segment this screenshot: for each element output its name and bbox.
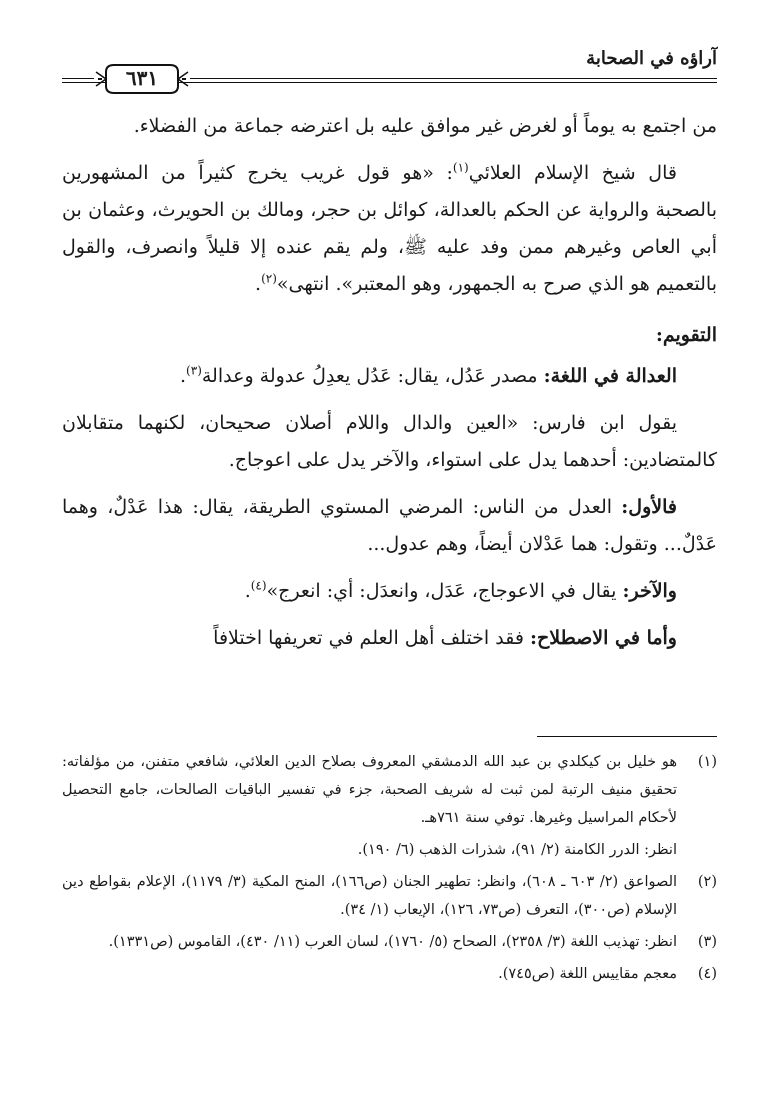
footnote [62,928,717,956]
text-span: قال شيخ الإسلام العلائي [468,162,677,184]
paragraph [62,489,717,563]
term: العدالة في اللغة: [543,365,677,387]
footnote [62,748,717,864]
footnote-number: (٢) [697,874,717,890]
paragraph [62,620,717,657]
footnote-separator [537,736,717,737]
main-text [62,108,717,667]
paragraph: يقول ابن فارس: «العين والدال واللام أصلان صحيحان، لكنهما متقابلان كالمتضادين: أحدهما يدل على استواء، والآخر يدل على اعوجاج. [62,412,717,471]
paragraph: العدالة في اللغة: مصدر عَدُل، يقال: عَدُل يعدِلُ عدولة وعدالة$^{(٣)}$. [180,363,677,387]
term: فالأول: [621,496,677,518]
text-span: العدل من الناس: المرضي المستوي الطريقة، يقال: هذا عَدْلٌ، وهما عَدْلٌ... وتقول: هما عَدْلان أيضاً، وهم عدول... [62,496,717,555]
footnote-number: (٤) [697,966,717,982]
footnote-number: (٣) [697,934,717,950]
page-number-frame [94,62,190,96]
text-span: مصدر عَدُل، يقال: عَدُل يعدِلُ عدولة وعدالة [201,365,544,387]
section-heading: التقويم: [655,324,717,346]
footnote [62,960,717,988]
text-span: يقال في الاعوجاج، عَدَل، وانعدَل: أي: انعرج» [266,580,623,602]
footnote-ref: (٤) [250,578,267,593]
paragraph: قال شيخ الإسلام العلائي$^{(١)}$: «هو قول غريب يخرج كثيراً من المشهورين بالصحبة والرواية عن الحكم بالعدالة، كوائل بن حجر، ومالك بن الحويرث، وعثمان بن أبي العاص وغيرهم ممن وفد عليه ﷺ، ولم يقم عنده إلا قليلاً وانصرف، والقول بالتعميم هو الذي صرح به الجمهور، وهو المعتبر». انتهى»$^{(٢)}$. [62,160,717,295]
term: والآخر: [622,580,677,602]
footnotes [62,748,717,992]
footnote-text: هو خليل بن كيكلدي بن عبد الله الدمشقي المعروف بصلاح الدين العلائي، شافعي متفنن، من مؤلفاته: تحقيق منيف الرتبة لمن ثبت له شريف الصحبة، جزء في تفسير الباقيات الصالحات، جامع التحصيل لأحكام المراسيل وغيرها. توفي سنة ٧٦١هـ. [62,754,677,826]
term: وأما في الاصطلاح: [529,627,677,649]
footnote [62,868,717,924]
footnote-ref: (٣) [186,363,202,378]
footnote-text: انظر: تهذيب اللغة (٣/ ٢٣٥٨)، الصحاح (٥/ ١٧٦٠)، لسان العرب (١١/ ٤٣٠)، القاموس (ص١٣٣١). [108,934,677,950]
text-span: فقد اختلف أهل العلم في تعريفها اختلافاً [213,627,530,649]
footnote-text: الصواعق (٢/ ٦٠٣ ـ ٦٠٨)، وانظر: تطهير الجنان (ص١٦٦)، المنح المكية (٣/ ١١٧٩)، الإعلام بقواطع دين الإسلام (ص٣٠٠)، التعرف (ص٧٣، ١٢٦)، الإيعاب (١/ ٣٤). [62,874,678,918]
footnote-text: معجم مقاييس اللغة (ص٧٤٥). [498,966,677,982]
paragraph: من اجتمع به يوماً أو لغرض غير موافق عليه بل اعترضه جماعة من الفضلاء. [133,115,717,137]
page-number: ٦٣١ [116,66,168,90]
paragraph: والآخر: يقال في الاعوجاج، عَدَل، وانعدَل: أي: انعرج»$^{(٤)}$. [244,578,677,602]
text-span: : «هو قول غريب يخرج كثيراً من المشهورين بالصحبة والرواية عن الحكم بالعدالة، كوائل بن حجر، ومالك بن الحويرث، وعثمان بن أبي العاص وغيرهم ممن وفد عليه ﷺ، ولم يقم عنده إلا قليلاً وانصرف، والقول بالتعميم هو الذي صرح به الجمهور، وهو المعتبر». انتهى» [62,162,717,295]
running-title: آراؤه في الصحابة [586,48,717,69]
footnote-ref: (٢) [261,271,277,286]
footnote-ref: (١) [452,160,469,175]
footnote-text: انظر: الدرر الكامنة (٢/ ٩١)، شذرات الذهب (٦/ ١٩٠). [357,842,677,858]
footnote-number: (١) [697,754,717,770]
